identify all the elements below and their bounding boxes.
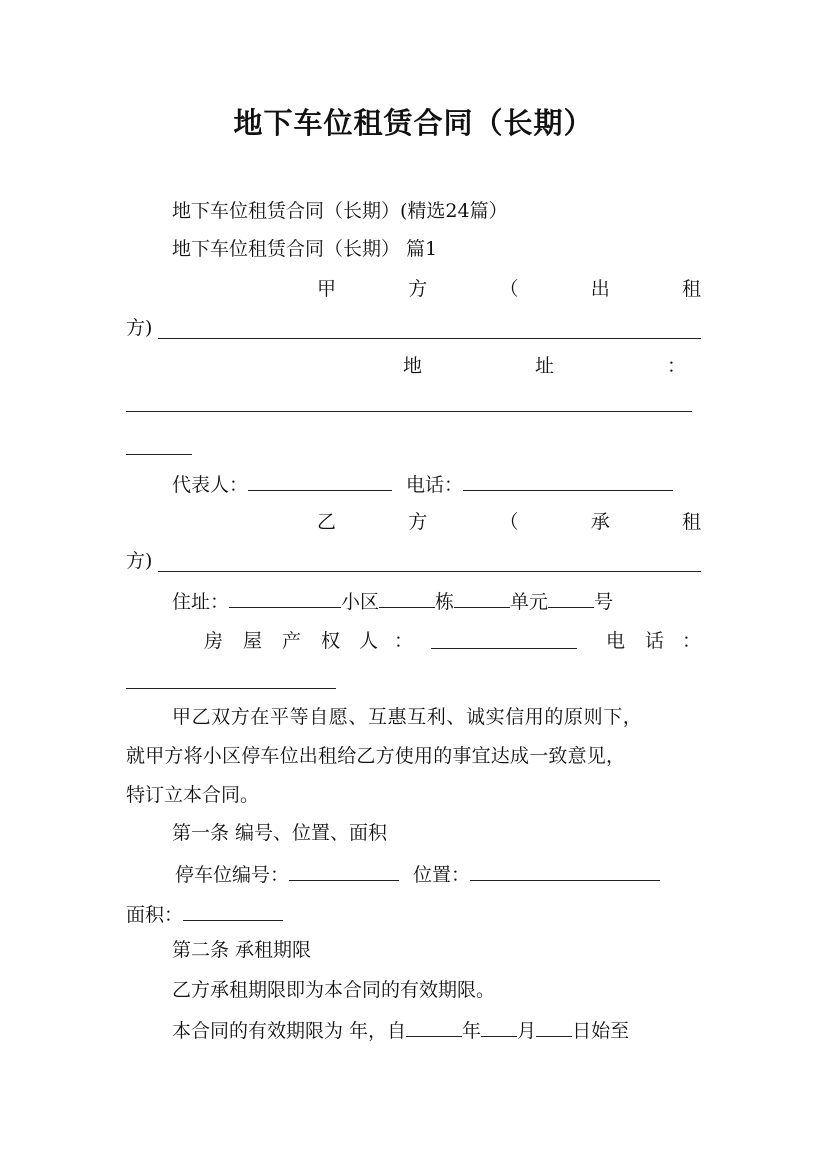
article-2-line-1: 乙方承租期限即为本合同的有效期限。: [172, 979, 496, 1001]
community-label: 小区: [341, 591, 380, 613]
piece-heading: 地下车位租赁合同（长期） 篇1: [172, 238, 438, 260]
phone-label: 电话：: [406, 474, 464, 496]
location-label: 位置：: [413, 864, 471, 886]
article-2-line-2: [172, 1016, 629, 1044]
address-char: 址: [534, 355, 554, 377]
party-b-char: 租: [681, 511, 701, 533]
intro-line-2: 就甲方将小区停车位出租给乙方使用的事宜达成一致意见，: [126, 745, 626, 767]
party-b-char: 方: [408, 511, 428, 533]
subtitle: 地下车位租赁合同（长期）(精选24篇）: [172, 200, 508, 222]
owner-char: ：: [682, 630, 702, 652]
party-a-char: （: [499, 278, 519, 300]
unit-blank[interactable]: [548, 587, 594, 608]
party-b-address-line: [172, 587, 613, 615]
intro-line-1: 甲乙双方在平等自愿、互惠互利、诚实信用的原则下，: [172, 706, 643, 728]
month-label: 月: [517, 1020, 537, 1042]
addr-label: 住址：: [172, 591, 230, 613]
intro-line-3: 特订立本合同。: [126, 784, 260, 806]
unit-label: 单元: [510, 591, 549, 613]
owner-phone-blank[interactable]: [126, 688, 336, 689]
number-label: 号: [594, 591, 614, 613]
owner-char: 电: [606, 630, 626, 652]
article-1-heading: 第一条 编号、位置、面积: [172, 822, 388, 844]
owner-char: 房: [204, 630, 224, 652]
address-char: 地: [403, 355, 423, 377]
day-tail: 日始至: [572, 1020, 630, 1042]
party-a-rep-line: [172, 470, 673, 498]
rep-blank[interactable]: [248, 470, 392, 491]
party-a-char: 出: [590, 278, 610, 300]
party-a-char: 甲: [317, 278, 337, 300]
building-label: 栋: [435, 591, 455, 613]
document-title: 地下车位租赁合同（长期）: [233, 106, 594, 140]
article-2-heading: 第二条 承租期限: [172, 939, 312, 961]
party-a-address-blank[interactable]: [126, 411, 692, 412]
party-a-name-blank[interactable]: [158, 338, 701, 339]
phone-blank[interactable]: [463, 470, 673, 491]
party-a-char: 方: [408, 278, 428, 300]
addr-blank[interactable]: [229, 587, 341, 608]
area-blank[interactable]: [183, 900, 283, 921]
month-blank[interactable]: [481, 1016, 517, 1037]
owner-blank[interactable]: [431, 628, 577, 649]
area-line: [126, 900, 283, 928]
party-b-char: 乙: [317, 511, 337, 533]
spot-number-blank[interactable]: [289, 860, 399, 881]
owner-char: 产: [282, 630, 302, 652]
party-b-name-blank[interactable]: [158, 571, 701, 572]
spot-number-label: 停车位编号：: [175, 864, 290, 886]
owner-char: 权: [321, 630, 341, 652]
term-text: 本合同的有效期限为 年，自: [172, 1020, 407, 1042]
day-blank[interactable]: [536, 1016, 572, 1037]
article-1-fields: [175, 860, 660, 888]
party-a-tail: 方): [126, 317, 153, 339]
party-b-char: （: [499, 511, 519, 533]
owner-char: 屋: [243, 630, 263, 652]
year-label: 年: [462, 1020, 482, 1042]
party-b-label: [317, 509, 701, 535]
building-blank[interactable]: [454, 587, 510, 608]
year-blank[interactable]: [406, 1016, 462, 1037]
location-blank[interactable]: [470, 860, 660, 881]
party-a-label: [317, 276, 701, 302]
area-label: 面积：: [126, 904, 184, 926]
owner-char: ：: [394, 630, 414, 652]
party-b-tail: 方): [126, 550, 153, 572]
party-b-char: 承: [590, 511, 610, 533]
rep-label: 代表人：: [172, 474, 249, 496]
party-a-address-label: [403, 353, 686, 379]
party-a-char: 租: [681, 278, 701, 300]
address-char: ：: [666, 355, 686, 377]
owner-char: 人: [359, 630, 379, 652]
community-blank[interactable]: [379, 587, 435, 608]
owner-char: 话: [645, 630, 665, 652]
party-a-address-blank-2[interactable]: [126, 454, 192, 455]
